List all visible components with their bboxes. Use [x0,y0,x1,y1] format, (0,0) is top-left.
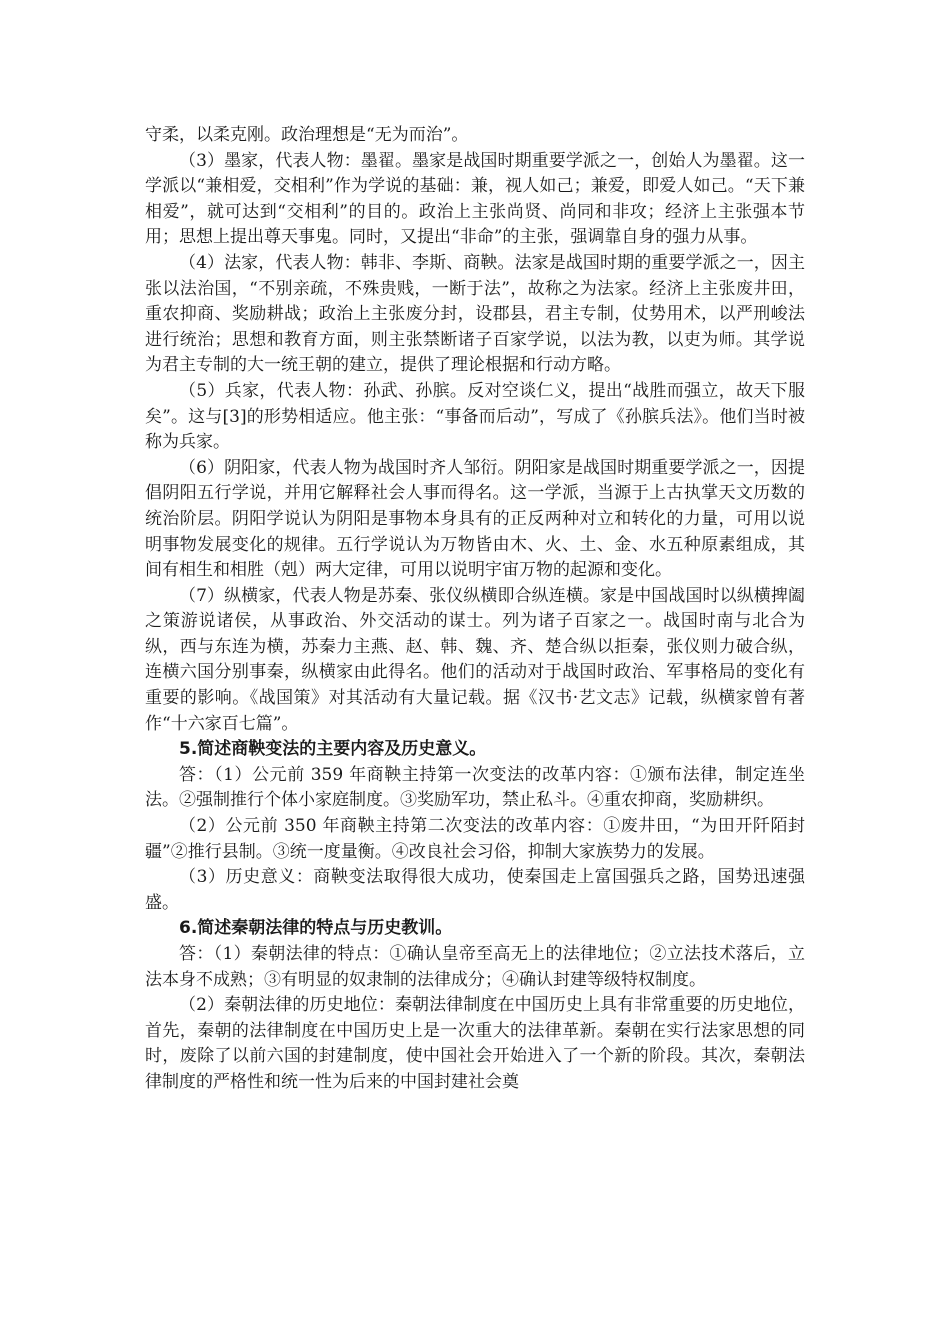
answer-5-part-1: 答：（1）公元前 359 年商鞅主持第一次变法的改革内容：①颁布法律，制定连坐法。②强制推行个体小家庭制度。③奖励军功，禁止私斗。④重农抑商，奖励耕织。 [145,764,805,811]
answer-5-part-3: （3）历史意义：商鞅变法取得很大成功，使秦国走上富国强兵之路，国势迅速强盛。 [145,867,805,913]
paragraph-mohism: （3）墨家，代表人物：墨翟。墨家是战国时期重要学派之一，创始人为墨翟。这一学派以“兼相爱，交相利”作为学说的基础：兼，视人如己；兼爱，即爱人如己。“天下兼相爱”，就可达到“交相利”的目的。政治上主张尚贤、尚同和非攻；经济上主张强本节用；思想上提出尊天事鬼。同时，又提出“非命”的主张，强调靠自身的强力从事。 [145,150,805,248]
question-heading-6: 6.简述秦朝法律的特点与历史教训。 [179,918,453,939]
paragraph-diplomatists: （7）纵横家，代表人物是苏秦、张仪纵横即合纵连横。家是中国战国时以纵横捭阖之策游说诸侯，从事政治、外交活动的谋士。列为诸子百家之一。战国时南与北合为纵，西与东连为横，苏秦力主燕、赵、韩、魏、齐、楚合纵以拒秦，张仪则力破合纵，连横六国分别事秦，纵横家由此得名。他们的活动对于战国时政治、军事格局的变化有重要的影响。《战国策》对其活动有大量记载。据《汉书·艺文志》记载，纵横家曾有著作“十六家百七篇”。 [145,585,805,734]
answer-6-part-2: （2）秦朝法律的历史地位：秦朝法律制度在中国历史上具有非常重要的历史地位，首先，秦朝的法律制度在中国历史上是一次重大的法律革新。秦朝在实行法家思想的同时，废除了以前六国的封建制度，使中国社会开始进入了一个新的阶段。其次，秦朝法律制度的严格性和统一性为后来的中国封建社会奠 [145,995,805,1092]
document-body [145,123,805,1096]
answer-6-part-1: 答：（1）秦朝法律的特点：①确认皇帝至高无上的法律地位；②立法技术落后，立法本身不成熟；③有明显的奴隶制的法律成分；④确认封建等级特权制度。 [145,944,805,990]
paragraph-daoist-ending: 守柔，以柔克刚。政治理想是“无为而治”。 [145,125,469,145]
paragraph-legalism: （4）法家，代表人物：韩非、李斯、商鞅。法家是战国时期的重要学派之一，因主张以法治国，“不别亲疏，不殊贵贱，一断于法”，故称之为法家。经济上主张废井田，重农抑商、奖励耕战；政治上主张废分封，设郡县，君主专制，仗势用术，以严刑峻法进行统治；思想和教育方面，则主张禁断诸子百家学说，以法为教，以吏为师。其学说为君主专制的大一统王朝的建立，提供了理论根据和行动方略。 [145,252,805,376]
paragraph-yin-yang-school: （6）阴阳家，代表人物为战国时齐人邹衍。阴阳家是战国时期重要学派之一，因提倡阴阳五行学说，并用它解释社会人事而得名。这一学派，当源于上古执掌天文历数的统治阶层。阴阳学说认为阴阳是事物本身具有的正反两种对立和转化的力量，可用以说明事物发展变化的规律。五行学说认为万物皆由木、火、土、金、水五种原素组成，其间有相生和相胜（剋）两大定律，可用以说明宇宙万物的起源和变化。 [145,457,805,581]
paragraph-military-school: （5）兵家，代表人物：孙武、孙膑。反对空谈仁义，提出“战胜而强立，故天下服矣”。这与[3]的形势相适应。他主张：“事备而后动”，写成了《孙膑兵法》。他们当时被称为兵家。 [145,380,805,453]
answer-5-part-2: （2）公元前 350 年商鞅主持第二次变法的改革内容：①废井田，“为田开阡陌封疆”②推行县制。③统一度量衡。④改良社会习俗，抑制大家族势力的发展。 [145,816,805,862]
question-heading-5: 5.简述商鞅变法的主要内容及历史意义。 [179,739,487,760]
